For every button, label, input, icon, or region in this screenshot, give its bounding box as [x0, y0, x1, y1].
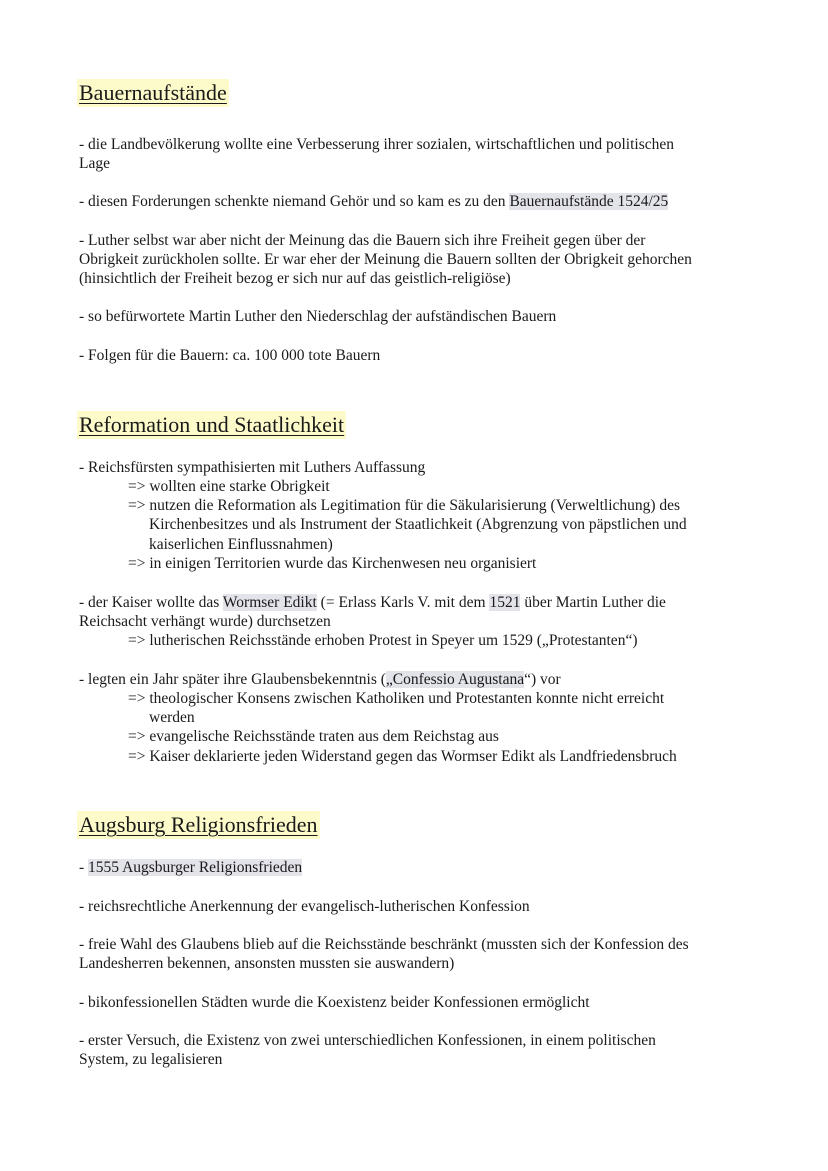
paragraph [79, 993, 759, 1012]
paragraph [79, 307, 759, 326]
paragraph [79, 593, 759, 631]
highlighted-term: Wormser Edikt [222, 594, 317, 611]
text-line: => Kaiser deklarierte jeden Widerstand gegen das Wormser Edikt als Landfriedensbruch [128, 747, 677, 765]
paragraph [79, 935, 759, 973]
paragraph [79, 346, 759, 365]
text-line: Reichsacht verhängt wurde) durchsetzen [79, 613, 331, 631]
text-line: kaiserlichen Einflussnahmen) [149, 535, 333, 553]
text-line: => theologischer Konsens zwischen Katholiken und Protestanten konnte nicht erreicht [128, 690, 665, 707]
text-line: => evangelische Reichsstände traten aus dem Reichstag aus [128, 728, 499, 746]
text-line: - [79, 859, 89, 876]
text-line: - die Landbevölkerung wollte eine Verbesserung ihrer sozialen, wirtschaftlichen und politischen [79, 136, 674, 153]
paragraph [79, 192, 759, 211]
sub-list [128, 477, 748, 573]
sub-list [128, 689, 748, 766]
text-line: Lage [79, 155, 110, 173]
section-heading-bauernaufstaende: Bauernaufstände [79, 80, 227, 105]
text-line: werden [149, 709, 195, 727]
text-line: - so befürwortete Martin Luther den Niederschlag der aufständischen Bauern [79, 308, 557, 325]
highlighted-term: 1521 [489, 594, 521, 611]
text-line: - erster Versuch, die Existenz von zwei unterschiedlichen Konfessionen, in einem politischen [79, 1032, 656, 1049]
text-line: “) vor [524, 671, 561, 688]
text-line: - reichsrechtliche Anerkennung der evangelisch-lutherischen Konfession [79, 898, 530, 915]
text-line: => in einigen Territorien wurde das Kirchenwesen neu organisiert [128, 554, 537, 572]
highlighted-term: „Confessio Augustana [385, 671, 525, 688]
paragraph [79, 231, 759, 289]
text-line: - bikonfessionellen Städten wurde die Koexistenz beider Konfessionen ermöglicht [79, 994, 590, 1011]
text-line: Obrigkeit zurückholen sollte. Er war eher der Meinung die Bauern sollten der Obrigkeit gehorchen [79, 251, 692, 269]
paragraph [79, 1031, 759, 1069]
text-line: => nutzen die Reformation als Legitimation für die Säkularisierung (Verweltlichung) des [128, 497, 681, 515]
section-heading-reformation: Reformation und Staatlichkeit [79, 412, 345, 437]
text-line: - Luther selbst war aber nicht der Meinung das die Bauern sich ihre Freiheit gegen über der [79, 232, 646, 249]
sub-list [128, 631, 748, 650]
text-line: (hinsichtlich der Freiheit bezog er sich nur auf das geistlich-religiöse) [79, 270, 511, 288]
paragraph [79, 670, 759, 689]
text-line: - Reichsfürsten sympathisierten mit Luthers Auffassung [79, 459, 426, 476]
paragraph [79, 135, 759, 173]
paragraph [79, 458, 759, 477]
paragraph [79, 858, 759, 877]
text-line: System, zu legalisieren [79, 1051, 223, 1069]
text-line: - der Kaiser wollte das [79, 594, 223, 611]
text-line: über Martin Luther die [520, 594, 666, 611]
section-heading-augsburg: Augsburg Religionsfrieden [79, 812, 318, 837]
text-line: - diesen Forderungen schenkte niemand Gehör und so kam es zu den [79, 193, 510, 210]
text-line: - legten ein Jahr später ihre Glaubensbekenntnis ( [79, 671, 386, 688]
text-line: Landesherren bekennen, ansonsten mussten sie auswandern) [79, 955, 455, 973]
highlighted-term: Bauernaufstände 1524/25 [509, 193, 669, 210]
text-line: => lutherischen Reichsstände erhoben Protest in Speyer um 1529 („Protestanten“) [128, 632, 638, 649]
text-line: (= Erlass Karls V. mit dem [316, 594, 490, 611]
text-line: - Folgen für die Bauern: ca. 100 000 tote Bauern [79, 347, 381, 364]
text-line: Kirchenbesitzes und als Instrument der Staatlichkeit (Abgrenzung von päpstlichen und [149, 516, 687, 534]
text-line: - freie Wahl des Glaubens blieb auf die Reichsstände beschränkt (mussten sich der Konfession des [79, 936, 689, 953]
text-line: => wollten eine starke Obrigkeit [128, 478, 330, 495]
highlighted-term: 1555 Augsburger Religionsfrieden [88, 859, 303, 876]
paragraph [79, 897, 759, 916]
